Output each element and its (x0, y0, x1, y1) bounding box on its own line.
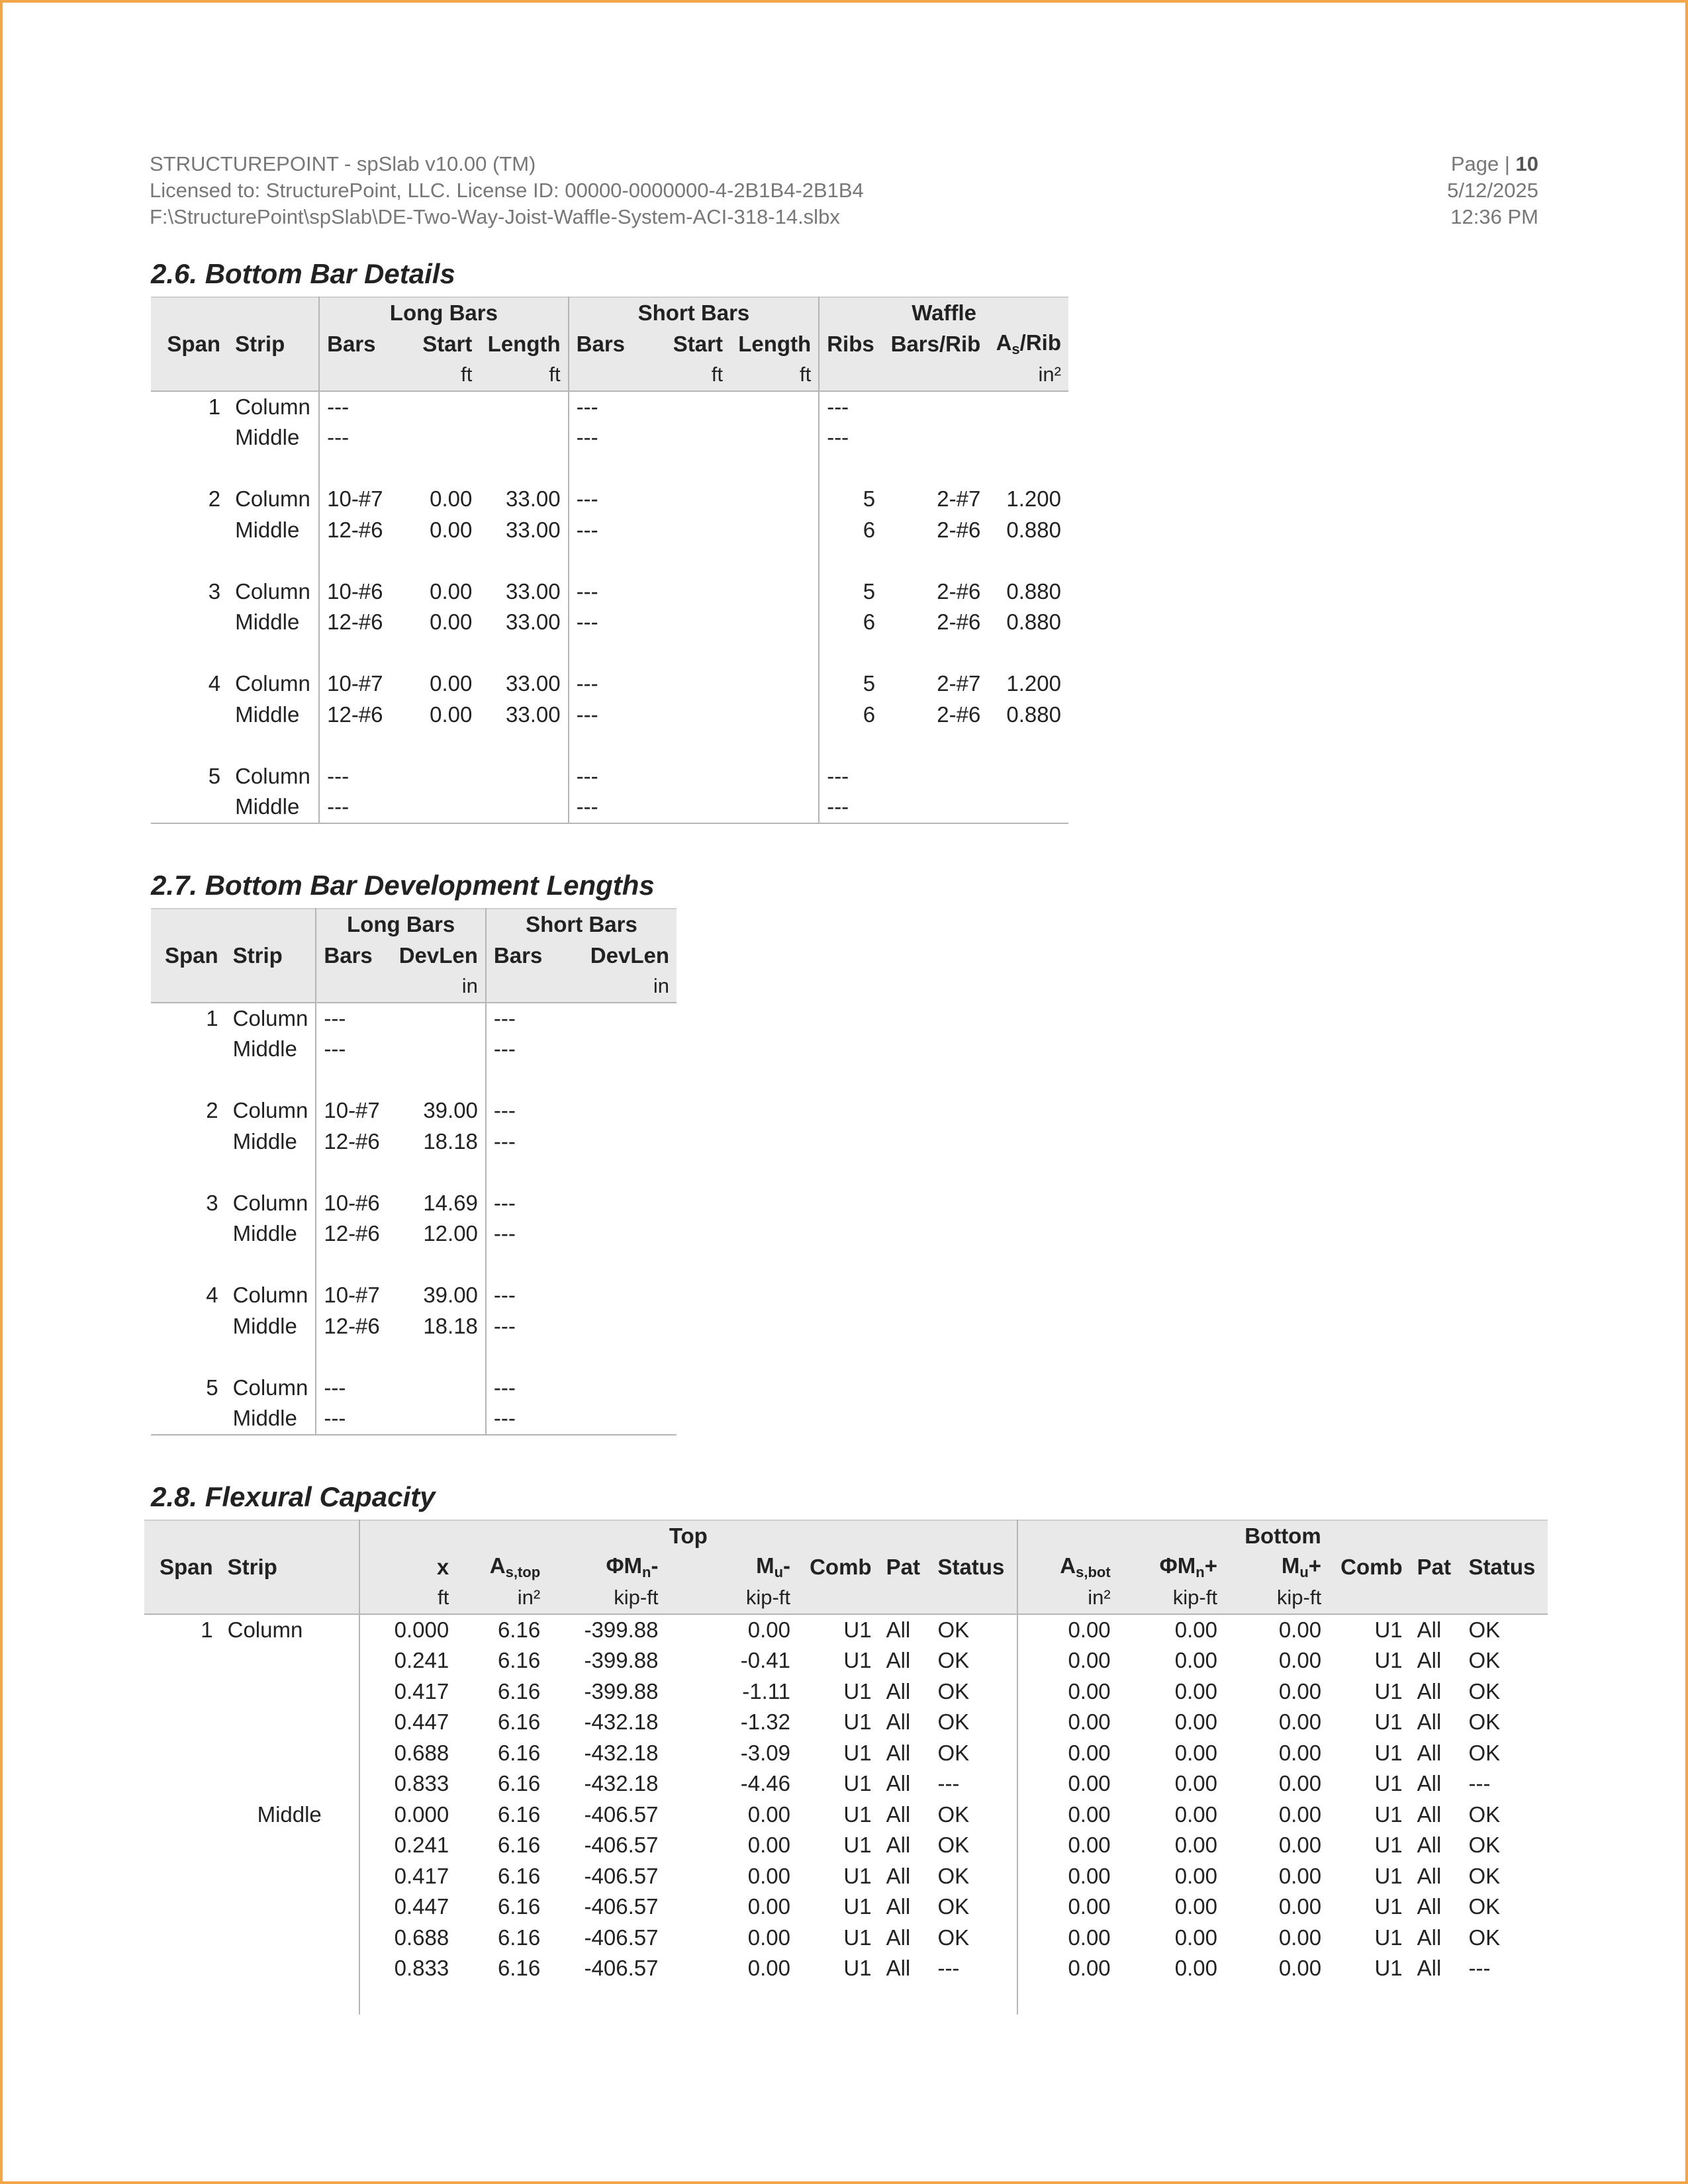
col-long-start: Start (422, 331, 473, 356)
table-row: 0.241 6.16 -406.57 0.00 U1 All OK 0.00 0.00 0.00 U1 All OK (144, 1830, 1548, 1861)
section-title-flexural-capacity: 2.8. Flexural Capacity (151, 1481, 436, 1512)
table-row: 2 Column 10-#7 39.00 --- (151, 1095, 677, 1126)
table-row: Middle 12-#6 0.00 33.00 --- 6 2-#6 0.880 (151, 607, 1068, 638)
spacer-row (151, 1065, 677, 1096)
col-long-devlen: DevLen (399, 942, 478, 968)
col-short-length: Length (738, 331, 812, 356)
col-short-devlen: DevLen (590, 942, 669, 968)
page-indicator: Page | 10 (1450, 152, 1538, 175)
table-row: 0.447 6.16 -406.57 0.00 U1 All OK 0.00 0.00 0.00 U1 All OK (144, 1891, 1548, 1923)
spacer-row (151, 730, 1068, 761)
page-number: 10 (1515, 152, 1538, 175)
col-strip: Strip (227, 1554, 277, 1579)
col-as-per-rib: $A_s$/Rib (996, 330, 1061, 357)
table-row: 5 Column --- --- (151, 1373, 677, 1404)
table-row: Middle 12-#6 12.00 --- (151, 1218, 677, 1250)
group-waffle: Waffle (819, 297, 1068, 329)
col-as-top: $A_{s,top}$ (489, 1553, 541, 1580)
table-row: Middle 0.000 6.16 -406.57 0.00 U1 All OK 0.00 0.00 0.00 U1 All OK (144, 1799, 1548, 1831)
development-lengths-table: Long Bars Short Bars Span Strip Bars DevLen Bars DevLen in in 1 Column --- --- Middle --- --- 2 Column 10-#7 39.00 --- Middle 12-#6 18.18 --- 3 Column 10-#6 14.69 --- Middle 12-#6 12.00 --- 4 Column 10-#7 39.00 --- Middle 12-#6 18.18 --- 5 Column --- --- Middle --- --- (151, 908, 677, 1435)
flexural-capacity-body (144, 1614, 1548, 2015)
col-span: Span (167, 331, 221, 356)
col-long-length: Length (487, 331, 561, 356)
table-row: 3 Column 10-#6 0.00 33.00 --- 5 2-#6 0.880 (151, 576, 1068, 608)
table-row: 3 Column 10-#6 14.69 --- (151, 1188, 677, 1219)
group-short-bars: Short Bars (569, 297, 820, 329)
section-title-development-lengths: 2.7. Bottom Bar Development Lengths (151, 870, 655, 901)
spacer-row (151, 1342, 677, 1373)
col-short-bars: Bars (569, 329, 645, 360)
table-row: 1 Column 0.000 6.16 -399.88 0.00 U1 All OK 0.00 0.00 0.00 U1 All OK (144, 1614, 1548, 1646)
program-name: STRUCTUREPOINT - spSlab v10.00 (TM) (150, 152, 536, 175)
file-path: F:\StructurePoint\spSlab\DE-Two-Way-Joist-Waffle-System-ACI-318-14.slbx (150, 205, 840, 228)
report-header-meta (1447, 151, 1538, 230)
group-short-bars: Short Bars (486, 909, 677, 940)
development-lengths-body (151, 1003, 677, 1435)
col-status-bot: Status (1468, 1554, 1536, 1579)
spacer-row (144, 1984, 1548, 2015)
col-bars-per-rib: Bars/Rib (890, 331, 981, 356)
bottom-bar-details-body (151, 391, 1068, 823)
col-strip: Strip (232, 942, 283, 968)
table-row: 0.447 6.16 -432.18 -1.32 U1 All OK 0.00 0.00 0.00 U1 All OK (144, 1707, 1548, 1738)
spacer-row (151, 638, 1068, 669)
report-date: 5/12/2025 (1447, 179, 1538, 202)
section-title-bottom-bar-details: 2.6. Bottom Bar Details (151, 258, 455, 289)
group-top: Top (359, 1520, 1017, 1552)
col-x: x (359, 1552, 456, 1583)
col-comb-top: Comb (810, 1554, 872, 1579)
bottom-bar-details-table: Long Bars Short Bars Waffle Span Strip Bars Start Length Bars Start Length Ribs Bars/Rib $A_s$/Rib ft ft ft ft in² 1 Column --- --- --- Middle --- --- --- 2 Column 10-#7 0.00 33.00 --- 5 2-#7 1.200 Middle 12-#6 0.00 33.00 --- 6 2-#6 0.880 3 Column 10-#6 0.00 33.00 --- 5 2-#6 0.880 Middle 12-#6 0.00 33.00 --- 6 2-#6 0.880 4 Column 10-#7 0.00 33.00 --- 5 2-#7 1.200 Middle 12-#6 0.00 33.00 --- 6 2-#6 0.880 5 Column --- --- --- Middle --- --- --- (151, 296, 1068, 824)
col-status-top: Status (937, 1554, 1005, 1579)
table-row: Middle 12-#6 0.00 33.00 --- 6 2-#6 0.880 (151, 515, 1068, 546)
table-row: Middle 12-#6 18.18 --- (151, 1311, 677, 1342)
table-row: Middle 12-#6 0.00 33.00 --- 6 2-#6 0.880 (151, 700, 1068, 731)
table-row: 5 Column --- --- --- (151, 761, 1068, 792)
table-row: 0.241 6.16 -399.88 -0.41 U1 All OK 0.00 0.00 0.00 U1 All OK (144, 1645, 1548, 1676)
col-as-bot: $A_{s,bot}$ (1017, 1552, 1118, 1583)
table-row: Middle --- --- (151, 1403, 677, 1435)
license-info: Licensed to: StructurePoint, LLC. License ID: 00000-0000000-4-2B1B4-2B1B4 (150, 179, 864, 202)
flexural-capacity-table: Top Bottom Span Strip x $A_{s,top}$ $\Phi M_n-$ $M_u-$ Comb Pat Status $A_{s,bot}$ $\Phi M_n+$ $M_u+$ Comb Pat Status ft in² kip-ft kip-ft in² kip-ft kip-ft 1 Column 0.000 6.16 -399.88 0.00 U1 All OK 0.00 0.00 0.00 U1 All OK 0.241 6.16 -399.88 -0.41 U1 All OK 0.00 0.00 0.00 U1 All OK 0.417 6.16 -399.88 -1.11 U1 All OK 0.00 0.00 0.00 U1 All OK 0.447 6.16 -432.18 -1.32 U1 All OK 0.00 0.00 0.00 U1 All OK 0.688 6.16 -432.18 -3.09 U1 All OK 0.00 0.00 0.00 U1 All OK 0.833 6.16 -432.18 -4.46 U1 All --- 0.00 0.00 0.00 U1 All --- Middle 0.000 6.16 -406.57 0.00 U1 All OK 0.00 0.00 0.00 U1 All OK 0.241 6.16 -406.57 0.00 U1 All OK 0.00 0.00 0.00 U1 All OK 0.417 6.16 -406.57 0.00 U1 All OK 0.00 0.00 0.00 U1 All OK 0.447 6.16 -406.57 0.00 U1 All OK 0.00 0.00 0.00 U1 All OK 0.688 6.16 -406.57 0.00 U1 All OK 0.00 0.00 0.00 U1 All OK 0.833 6.16 -406.57 0.00 U1 All --- 0.00 0.00 0.00 U1 All --- (144, 1520, 1548, 2015)
table-row: 2 Column 10-#7 0.00 33.00 --- 5 2-#7 1.200 (151, 484, 1068, 515)
col-mu-pos: $M_u+$ (1281, 1553, 1322, 1580)
spacer-row (151, 1157, 677, 1188)
col-long-bars: Bars (319, 329, 394, 360)
table-row: 0.833 6.16 -406.57 0.00 U1 All --- 0.00 0.00 0.00 U1 All --- (144, 1953, 1548, 1984)
table-row: 4 Column 10-#7 39.00 --- (151, 1280, 677, 1311)
spacer-row (151, 1250, 677, 1281)
table-row: 0.417 6.16 -399.88 -1.11 U1 All OK 0.00 0.00 0.00 U1 All OK (144, 1676, 1548, 1707)
table-row: 1 Column --- --- (151, 1003, 677, 1034)
table-row: 4 Column 10-#7 0.00 33.00 --- 5 2-#7 1.200 (151, 668, 1068, 700)
col-mu-neg: $M_u-$ (756, 1553, 791, 1580)
col-span: Span (164, 942, 218, 968)
spacer-row (151, 453, 1068, 484)
col-ribs: Ribs (819, 329, 882, 360)
col-phi-mn-neg: $\Phi M_n-$ (606, 1553, 659, 1580)
table-row: Middle --- --- (151, 1034, 677, 1065)
col-phi-mn-pos: $\Phi M_n+$ (1159, 1553, 1217, 1580)
col-comb-bot: Comb (1340, 1554, 1403, 1579)
group-bottom: Bottom (1017, 1520, 1548, 1552)
col-span: Span (159, 1554, 213, 1579)
col-long-bars: Bars (316, 940, 391, 972)
group-long-bars: Long Bars (319, 297, 569, 329)
col-pat-top: Pat (886, 1554, 920, 1579)
col-short-bars: Bars (486, 940, 559, 972)
report-time: 12:36 PM (1450, 205, 1538, 228)
group-long-bars: Long Bars (316, 909, 486, 940)
table-row: 0.417 6.16 -406.57 0.00 U1 All OK 0.00 0.00 0.00 U1 All OK (144, 1861, 1548, 1892)
table-row: 1 Column --- --- --- (151, 391, 1068, 423)
table-row: Middle --- --- --- (151, 422, 1068, 453)
table-row: Middle --- --- --- (151, 792, 1068, 823)
col-strip: Strip (235, 331, 285, 356)
col-short-start: Start (673, 331, 723, 356)
table-row: Middle 12-#6 18.18 --- (151, 1126, 677, 1158)
table-row: 0.688 6.16 -432.18 -3.09 U1 All OK 0.00 0.00 0.00 U1 All OK (144, 1738, 1548, 1769)
col-pat-bot: Pat (1417, 1554, 1451, 1579)
spacer-row (151, 545, 1068, 576)
table-row: 0.833 6.16 -432.18 -4.46 U1 All --- 0.00 0.00 0.00 U1 All --- (144, 1768, 1548, 1799)
report-header-info (150, 151, 864, 230)
table-row: 0.688 6.16 -406.57 0.00 U1 All OK 0.00 0.00 0.00 U1 All OK (144, 1923, 1548, 1954)
